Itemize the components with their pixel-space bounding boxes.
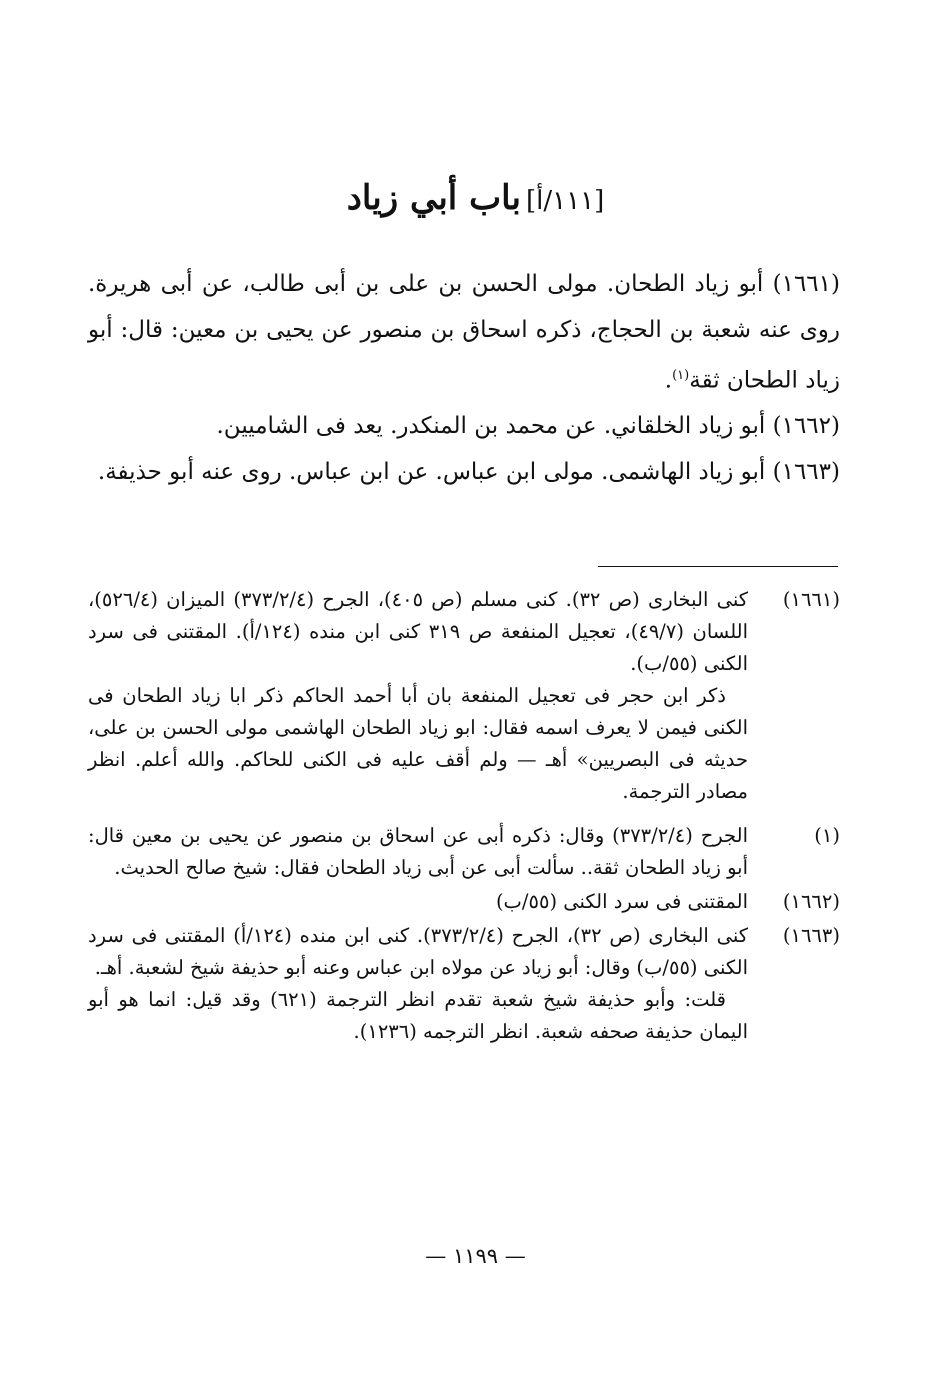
note-paragraph: كنى البخارى (ص ٣٢)، الجرح (٣٧٣/٢/٤). كنى ابن منده (١٢٤/أ) المقتنى فى سرد الكنى (٥٥/ب) وقال: أبو زياد عن مولاه ابن عباس وعنه أبو حذيفة شيخ لشعبة. أهـ. — [88, 924, 749, 979]
note-paragraph: المقتنى فى سرد الكنى (٥٥/ب) — [495, 890, 748, 913]
entry-1663 — [88, 450, 840, 496]
note-paragraph: قلت: وأبو حذيفة شيخ شعبة تقدم انظر الترجمة (٦٢١) وقد قيل: انما هو أبو اليمان حذيفة صحفه شعبة. انظر الترجمه (١٢٣٦). — [88, 988, 748, 1043]
page-number: — ١١٩٩ — — [425, 1244, 526, 1268]
chapter-title: باب أبي زياد — [346, 178, 521, 218]
note-number: (١) — [814, 824, 840, 847]
main-text — [88, 262, 840, 495]
note-body — [88, 584, 748, 808]
note-paragraph: كنى البخارى (ص ٣٢). كنى مسلم (ص ٤٠٥)، الجرح (٣٧٣/٢/٤) الميزان (٥٢٦/٤)، اللسان (٤٩/٧)، تعجيل المنفعة ص ٣١٩ كنى ابن منده (١٢٤/أ). المقتنى فى سرد الكنى (٥٥/ب). — [88, 588, 749, 675]
note-footnote-1 — [88, 820, 840, 884]
footnote-separator — [598, 566, 838, 567]
entry-end: . — [664, 367, 673, 394]
note-number: (١٦٦٢) — [782, 890, 840, 913]
note-body — [88, 820, 748, 884]
entry-text: (١٦٦٣) أبو زياد الهاشمى. مولى ابن عباس. عن ابن عباس. روى عنه أبو حذيفة. — [97, 458, 840, 485]
note-1663 — [88, 920, 840, 1048]
entry-1662 — [88, 404, 840, 450]
entry-1661 — [88, 262, 840, 404]
footnote-marker: (١) — [672, 368, 690, 383]
note-1662 — [88, 886, 840, 918]
note-body — [88, 886, 748, 918]
note-paragraph: ذكر ابن حجر فى تعجيل المنفعة بان أبا أحمد الحاكم ذكر ابا زياد الطحان فى الكنى فيمن لا يعرف اسمه فقال: ابو زياد الطحان الهاشمى مولى الحسن بن على، حديثه فى البصريين» أهـ — ولم أقف عليه فى الكنى للحاكم. والله أعلم. انظر مصادر الترجمة. — [88, 684, 748, 803]
entry-text: (١٦٦٢) أبو زياد الخلقاني. عن محمد بن المنكدر. يعد فى الشاميين. — [216, 413, 840, 440]
folio-reference: [١١١/أ] — [526, 186, 605, 216]
note-body — [88, 920, 748, 1048]
note-number: (١٦٦٣) — [782, 924, 840, 947]
note-number: (١٦٦١) — [782, 588, 840, 611]
note-paragraph: الجرح (٣٧٣/٢/٤) وقال: ذكره أبى عن اسحاق بن منصور عن يحيى بن معين قال: أبو زياد الطحان ثقة.. سألت أبى عن أبى زياد الطحان فقال: شيخ صالح الحديث. — [88, 824, 748, 879]
entry-text: (١٦٦١) أبو زياد الطحان. مولى الحسن بن على بن أبى طالب، عن أبى هريرة. روى عنه شعبة بن الحجاج، ذكره اسحاق بن منصور عن يحيى بن معين: قال: أبو زياد الطحان ثقة — [88, 271, 840, 394]
note-1661 — [88, 584, 840, 808]
chapter-heading — [0, 178, 951, 218]
footnotes — [88, 584, 840, 1048]
